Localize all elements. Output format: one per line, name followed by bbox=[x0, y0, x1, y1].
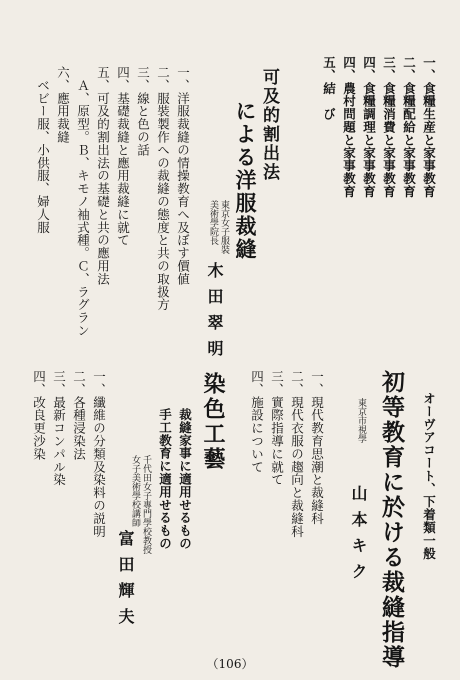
list-item: 二、服裝製作への裁縫の態度と共の取扱方 bbox=[155, 66, 171, 312]
list-item: 三、實際指導に就て bbox=[269, 370, 285, 487]
author-name: 木田翠明 bbox=[205, 262, 224, 366]
author-affiliation: 千代田女子專門學校教授 bbox=[141, 455, 151, 554]
list-item: 三、最新コンパル染 bbox=[51, 370, 67, 487]
list-item: ベビー服、小供服、婦人服 bbox=[35, 66, 51, 234]
list-item: 二、各種浸染法 bbox=[71, 370, 87, 461]
section-title: 初等教育に於ける裁縫指導 bbox=[378, 370, 405, 670]
list-item: 五、結 び bbox=[321, 56, 337, 121]
list-item: 一、現代教育思潮と裁縫科 bbox=[309, 370, 325, 525]
section-title: 可及的割出法 bbox=[259, 68, 279, 182]
list-item: 六、應用裁縫 bbox=[55, 66, 71, 144]
list-item: 五、可及的割出法の基礎と共の應用法 bbox=[95, 66, 111, 286]
list-item: オーヴアコート、下着類一般 bbox=[421, 392, 437, 560]
list-item: 二、食糧配給と家事教育 bbox=[401, 56, 417, 198]
list-item: 四、農村問題と家事教育 bbox=[341, 56, 357, 198]
list-item: Ａ、原型。Ｂ、キモノ袖式種。Ｃ、ラグラン bbox=[75, 66, 91, 337]
section-title: 染色工藝 bbox=[200, 372, 226, 472]
author-affiliation: 美術學院長 bbox=[208, 200, 218, 245]
page-number: （106） bbox=[206, 657, 254, 671]
author-name: 富田輝夫 bbox=[116, 530, 135, 634]
list-item: 四、施設について bbox=[249, 370, 265, 474]
author-affiliation: 女子美術學校講師 bbox=[130, 455, 140, 527]
author-affiliation: 東京女子服裝 bbox=[219, 200, 229, 254]
section-subtitle: による洋服裁縫 bbox=[233, 100, 258, 261]
list-item: 四、改良更沙染 bbox=[31, 370, 47, 461]
list-item: 三、食糧消費と家事教育 bbox=[381, 56, 397, 198]
list-item: 三、線と色の話 bbox=[135, 66, 151, 157]
section-subtitle: 裁縫家事に適用せるもの bbox=[177, 408, 193, 550]
list-item: 一、洋服裁縫の情操教育へ及ぼす價値 bbox=[175, 66, 191, 286]
list-item: 一、食糧生産と家事教育 bbox=[421, 56, 437, 198]
section-subtitle: 手工教育に適用せるもの bbox=[157, 408, 173, 550]
list-item: 四、食糧調理と家事教育 bbox=[361, 56, 377, 198]
list-item: 四、基礎裁縫と應用裁縫に就て bbox=[115, 66, 131, 247]
author-affiliation: 東京市視學 bbox=[356, 398, 366, 443]
list-item: 二、現代衣服の趨向と裁縫科 bbox=[289, 370, 305, 538]
author-name: 山本キク bbox=[349, 485, 368, 589]
list-item: 一、纖維の分類及染料の説明 bbox=[91, 370, 107, 538]
